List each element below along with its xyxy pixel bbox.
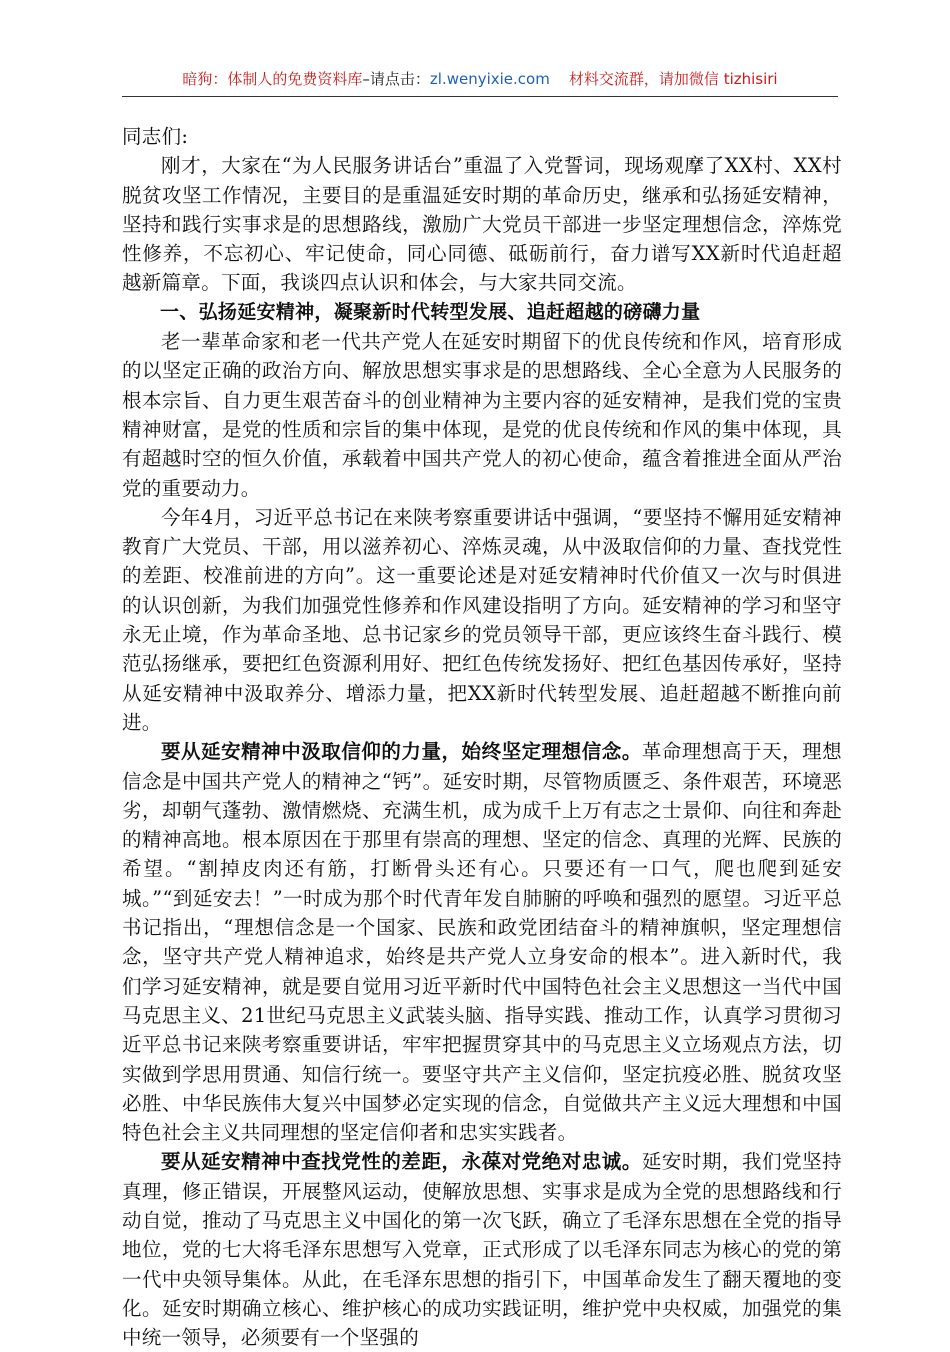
header-click-prompt: –请点击： xyxy=(362,70,430,88)
header-url-link[interactable]: zl.wenyixie.com xyxy=(429,70,550,88)
section-heading-1: 一、弘扬延安精神，凝聚新时代转型发展、追赶超越的磅礴力量 xyxy=(160,300,701,323)
header-site-name: 暗狗：体制人的免费资料库 xyxy=(182,70,363,88)
paragraph-4-body: 延安时期，我们党坚持真理，修正错误，开展整风运动，使解放思想、实事求是成为全党的思想路线和行动自觉，推动了马克思主义中国化的第一次飞跃，确立了毛泽东思想在全党的指导地位，党的七大将毛泽东思想写入党章，正式形成了以毛泽东同志为核心的党的第一代中央领导集体。从此，在毛泽东思想的指引下，中国革命发生了翻天覆地的变化。延安时期确立核心、维护核心的成功实践证明，维护党中央权威，加强党的集中统一领导，必须要有一个坚强的 xyxy=(122,1150,842,1350)
paragraph-4-lead: 要从延安精神中查找党性的差距，永葆对党绝对忠诚。 xyxy=(161,1150,642,1174)
paragraph-2: 今年4月，习近平总书记在来陕考察重要讲话中强调，“要坚持不懈用延安精神教育广大党员、干部，用以滋养初心、淬炼灵魂，从中汲取信仰的力量、查找党性的差距、校准前进的方向”。这一重要论述是对延安精神时代价值又一次与时俱进的认识创新，为我们加强党性修养和作风建设指明了方向。延安精神的学习和坚守永无止境，作为革命圣地、总书记家乡的党员领导干部，更应该终生奋斗践行、模范弘扬继承，要把红色资源利用好、把红色传统发扬好、把红色基因传承好，坚持从延安精神中汲取养分、增添力量，把XX新时代转型发展、追赶超越不断推向前进。 xyxy=(122,505,842,734)
document-body xyxy=(122,122,842,1352)
salutation: 同志们: xyxy=(122,125,189,148)
paragraph-3-body: 革命理想高于天，理想信念是中国共产党人的精神之“钙”。延安时期，尽管物质匮乏、条件艰苦，环境恶劣，却朝气蓬勃、激情燃烧、充满生机，成为成千上万有志之士景仰、向往和奔赴的精神高地。根本原因在于那里有崇高的理想、坚定的信念、真理的光辉、民族的希望。“割掉皮肉还有筋，打断骨头还有心。只要还有一口气，爬也爬到延安城。”“到延安去！”一时成为那个时代青年发自肺腑的呼唤和强烈的愿望。习近平总书记指出，“理想信念是一个国家、民族和政党团结奋斗的精神旗帜，坚定理想信念，坚守共产党人精神追求，始终是共产党人立身安命的根本”。进入新时代，我们学习延安精神，就是要自觉用习近平新时代中国特色社会主义思想这一当代中国马克思主义、21世纪马克思主义武装头脑、指导实践、推动工作，认真学习贯彻习近平总书记来陕考察重要讲话，牢牢把握贯穿其中的马克思主义立场观点方法，切实做到学思用贯通、知信行统一。要坚守共产主义信仰，坚定抗疫必胜、脱贫攻坚必胜、中华民族伟大复兴中国梦必定实现的信念，自觉做共产主义远大理想和中国特色社会主义共同理想的坚定信仰者和忠实实践者。 xyxy=(122,740,842,1145)
paragraph-1: 老一辈革命家和老一代共产党人在延安时期留下的优良传统和作风，培育形成的以坚定正确的政治方向、解放思想实事求是的思想路线、全心全意为人民服务的根本宗旨、自力更生艰苦奋斗的创业精神为主要内容的延安精神，是我们党的宝贵精神财富，是党的性质和宗旨的集中体现，是党的优良传统和作风的集中体现，具有超越时空的恒久价值，承载着中国共产党人的初心使命，蕴含着推进全面从严治党的重要动力。 xyxy=(122,330,842,500)
page-header xyxy=(122,62,838,97)
header-group-note: 材料交流群，请加微信 tizhisiri xyxy=(568,70,778,88)
paragraph-3-lead: 要从延安精神中汲取信仰的力量，始终坚定理想信念。 xyxy=(161,740,642,764)
paragraph-4 xyxy=(122,1147,842,1352)
intro-paragraph: 刚才，大家在“为人民服务讲话台”重温了入党誓词，现场观摩了XX村、XX村脱贫攻坚工作情况，主要目的是重温延安时期的革命历史，继承和弘扬延安精神，坚持和践行实事求是的思想路线，激励广大党员干部进一步坚定理想信念，淬炼党性修养，不忘初心、牢记使命，同心同德、砥砺前行，奋力谱写XX新时代追赶超越新篇章。下面，我谈四点认识和体会，与大家共同交流。 xyxy=(122,154,842,295)
paragraph-3 xyxy=(122,737,842,1147)
